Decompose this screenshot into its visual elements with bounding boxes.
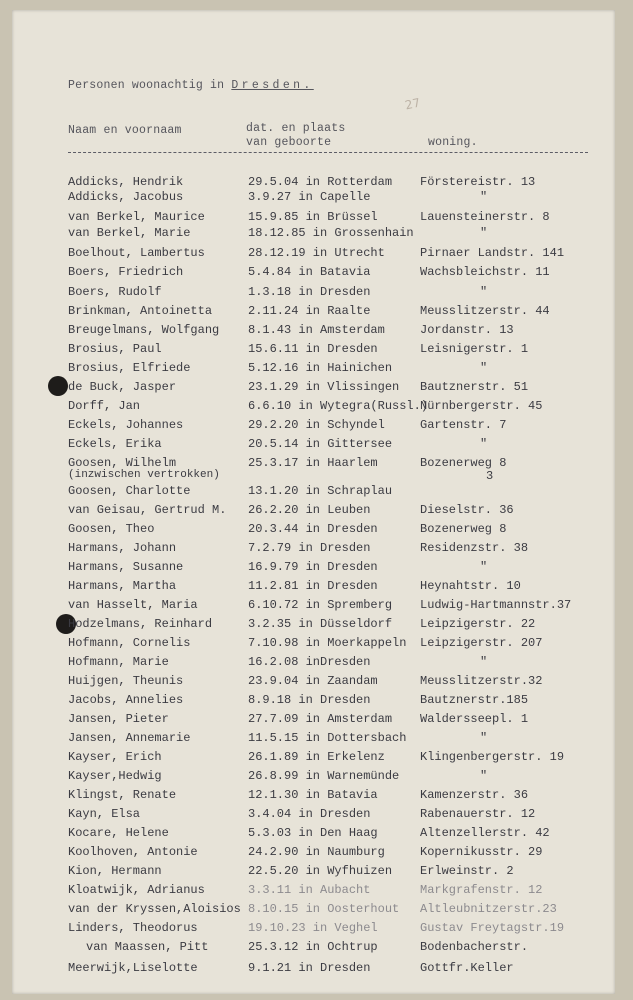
residence-address: Leipzigerstr. 22 <box>420 617 536 631</box>
residence-address: Kopernikusstr. 29 <box>420 845 543 859</box>
birth-date-place: 23.1.29 in Vlissingen <box>248 380 400 394</box>
residence-address: Waldersseepl. 1 <box>420 712 529 726</box>
birth-date-place: 8.1.43 in Amsterdam <box>248 323 385 337</box>
birth-date-place: 11.2.81 in Dresden <box>248 579 378 593</box>
title-prefix: Personen woonachtig in <box>68 79 232 92</box>
birth-date-place: 15.6.11 in Dresden <box>248 342 378 356</box>
residence-address: Residenzstr. 38 <box>420 541 529 555</box>
residence-address: Gustav Freytagstr.19 <box>420 921 565 935</box>
person-name: van Berkel, Marie <box>68 226 191 240</box>
residence-address: Pirnaer Landstr. 141 <box>420 246 565 260</box>
residence-address: Leisnigerstr. 1 <box>420 342 529 356</box>
person-name: Boers, Rudolf <box>68 285 162 299</box>
person-name: Huijgen, Theunis <box>68 674 184 688</box>
residence-address: Förstereistr. 13 <box>420 175 536 189</box>
person-name: Harmans, Susanne <box>68 560 184 574</box>
person-name: Klingst, Renate <box>68 788 177 802</box>
person-name: Kayn, Elsa <box>68 807 141 821</box>
person-name: Eckels, Erika <box>68 437 162 451</box>
birth-date-place: 16.9.79 in Dresden <box>248 560 378 574</box>
residence-address: Dieselstr. 36 <box>420 503 514 517</box>
birth-date-place: 18.12.85 in Grossenhain <box>248 226 414 240</box>
residence-address: Nürnbergerstr. 45 <box>420 399 543 413</box>
birth-date-place: 23.9.04 in Zaandam <box>248 674 378 688</box>
birth-date-place: 20.5.14 in Gittersee <box>248 437 393 451</box>
residence-address: Bautznerstr. 51 <box>420 380 529 394</box>
person-name: Brinkman, Antoinetta <box>68 304 213 318</box>
birth-date-place: 5.3.03 in Den Haag <box>248 826 378 840</box>
page-number-mark: 27 <box>403 95 422 113</box>
birth-date-place: 13.1.20 in Schraplau <box>248 484 393 498</box>
residence-address: Bodenbacherstr. <box>420 940 529 954</box>
person-name: Kayser,Hedwig <box>68 769 162 783</box>
residence-address: Bozenerweg 8 <box>420 456 507 470</box>
document-title <box>68 79 314 92</box>
person-name: Harmans, Johann <box>68 541 177 555</box>
birth-date-place: 20.3.44 in Dresden <box>248 522 378 536</box>
person-name: Kocare, Helene <box>68 826 169 840</box>
birth-date-place: 27.7.09 in Amsterdam <box>248 712 393 726</box>
birth-date-place: 16.2.08 inDresden <box>248 655 371 669</box>
birth-date-place: 3.9.27 in Capelle <box>248 190 371 204</box>
residence-address: Kamenzerstr. 36 <box>420 788 529 802</box>
birth-date-place: 26.1.89 in Erkelenz <box>248 750 385 764</box>
birth-date-place: 8.10.15 in Oosterhout <box>248 902 400 916</box>
person-name: Kayser, Erich <box>68 750 162 764</box>
residence-address: Gottfr.Keller <box>420 961 514 975</box>
birth-date-place: 6.6.10 in Wytegra(Russl.) <box>248 399 429 413</box>
residence-address: " <box>480 285 488 299</box>
birth-date-place: 9.1.21 in Dresden <box>248 961 371 975</box>
person-name: van Berkel, Maurice <box>68 210 205 224</box>
person-name: Harmans, Martha <box>68 579 177 593</box>
header-name: Naam en voornaam <box>68 124 182 137</box>
residence-address: " <box>480 769 488 783</box>
person-name: Eckels, Johannes <box>68 418 184 432</box>
person-name: Jacobs, Annelies <box>68 693 184 707</box>
residence-address: Gartenstr. 7 <box>420 418 507 432</box>
residence-address: Heynahtstr. 10 <box>420 579 521 593</box>
person-name: Jansen, Pieter <box>68 712 169 726</box>
birth-date-place: 5.4.84 in Batavia <box>248 265 371 279</box>
residence-address: Meusslitzerstr.32 <box>420 674 543 688</box>
residence-address: Bautznerstr.185 <box>420 693 529 707</box>
person-name: Breugelmans, Wolfgang <box>68 323 220 337</box>
person-name: Goosen, Theo <box>68 522 155 536</box>
birth-date-place: 25.3.12 in Ochtrup <box>248 940 378 954</box>
header-residence: woning. <box>428 136 478 149</box>
residence-address: " <box>480 655 488 669</box>
residence-address: " <box>480 731 488 745</box>
person-name: Jansen, Annemarie <box>68 731 191 745</box>
person-name: Addicks, Jacobus <box>68 190 184 204</box>
person-name: Koolhoven, Antonie <box>68 845 198 859</box>
birth-date-place: 26.8.99 in Warnemünde <box>248 769 400 783</box>
birth-date-place: 1.3.18 in Dresden <box>248 285 371 299</box>
birth-date-place: 6.10.72 in Spremberg <box>248 598 393 612</box>
person-name: van Maassen, Pitt <box>86 940 209 954</box>
birth-date-place: 3.3.11 in Aubacht <box>248 883 371 897</box>
person-name: Hofmann, Cornelis <box>68 636 191 650</box>
punch-hole <box>48 376 68 396</box>
residence-address: Altleubnitzerstr.23 <box>420 902 557 916</box>
header-divider <box>68 152 588 153</box>
residence-address: " <box>480 560 488 574</box>
birth-date-place: 26.2.20 in Leuben <box>248 503 371 517</box>
birth-date-place: 7.10.98 in Moerkappeln <box>248 636 407 650</box>
person-name: de Buck, Jasper <box>68 380 177 394</box>
birth-date-place: 7.2.79 in Dresden <box>248 541 371 555</box>
person-name: Goosen, Charlotte <box>68 484 191 498</box>
birth-date-place: 24.2.90 in Naumburg <box>248 845 385 859</box>
residence-address: " <box>480 190 488 204</box>
person-name: Brosius, Paul <box>68 342 162 356</box>
person-name: Kloatwijk, Adrianus <box>68 883 205 897</box>
residence-address: " <box>480 226 488 240</box>
birth-date-place: 29.5.04 in Rotterdam <box>248 175 393 189</box>
person-name: Addicks, Hendrik <box>68 175 184 189</box>
residence-address: Bozenerweg 8 <box>420 522 507 536</box>
residence-address: Markgrafenstr. 12 <box>420 883 543 897</box>
birth-date-place: 15.9.85 in Brüssel <box>248 210 378 224</box>
person-name: Kion, Hermann <box>68 864 162 878</box>
residence-address: Ludwig-Hartmannstr.37 <box>420 598 572 612</box>
residence-address: Klingenbergerstr. 19 <box>420 750 565 764</box>
residence-address: Wachsbleichstr. 11 <box>420 265 550 279</box>
person-name: Dorff, Jan <box>68 399 141 413</box>
residence-address: Meusslitzerstr. 44 <box>420 304 550 318</box>
birth-date-place: 19.10.23 in Veghel <box>248 921 378 935</box>
header-birth-line1: dat. en plaats <box>246 122 346 135</box>
person-name: Hofmann, Marie <box>68 655 169 669</box>
person-name: van Hasselt, Maria <box>68 598 198 612</box>
residence-address: " <box>480 437 488 451</box>
person-name: Boers, Friedrich <box>68 265 184 279</box>
birth-date-place: 3.4.04 in Dresden <box>248 807 371 821</box>
birth-date-place: 25.3.17 in Haarlem <box>248 456 378 470</box>
person-name: Linders, Theodorus <box>68 921 198 935</box>
person-name: Brosius, Elfriede <box>68 361 191 375</box>
person-name: Goosen, Wilhelm <box>68 456 177 470</box>
residence-address: 3 <box>486 469 494 483</box>
residence-address: Erlweinstr. 2 <box>420 864 514 878</box>
person-name: (inzwischen vertrokken) <box>68 469 220 481</box>
birth-date-place: 11.5.15 in Dottersbach <box>248 731 407 745</box>
birth-date-place: 29.2.20 in Schyndel <box>248 418 385 432</box>
residence-address: Altenzellerstr. 42 <box>420 826 550 840</box>
residence-address: Jordanstr. 13 <box>420 323 514 337</box>
person-name: Hodzelmans, Reinhard <box>68 617 213 631</box>
header-birth-line2: van geboorte <box>246 136 332 149</box>
residence-address: Leipzigerstr. 207 <box>420 636 543 650</box>
residence-address: Rabenauerstr. 12 <box>420 807 536 821</box>
birth-date-place: 5.12.16 in Hainichen <box>248 361 393 375</box>
birth-date-place: 8.9.18 in Dresden <box>248 693 371 707</box>
residence-address: Lauensteinerstr. 8 <box>420 210 550 224</box>
person-name: van der Kryssen,Aloisios <box>68 902 241 916</box>
birth-date-place: 12.1.30 in Batavia <box>248 788 378 802</box>
birth-date-place: 28.12.19 in Utrecht <box>248 246 385 260</box>
person-name: Meerwijk,Liselotte <box>68 961 198 975</box>
birth-date-place: 2.11.24 in Raalte <box>248 304 371 318</box>
birth-date-place: 22.5.20 in Wyfhuizen <box>248 864 393 878</box>
birth-date-place: 3.2.35 in Düsseldorf <box>248 617 393 631</box>
residence-address: " <box>480 361 488 375</box>
title-place: Dresden. <box>231 79 314 92</box>
person-name: van Geisau, Gertrud M. <box>68 503 227 517</box>
person-name: Boelhout, Lambertus <box>68 246 205 260</box>
